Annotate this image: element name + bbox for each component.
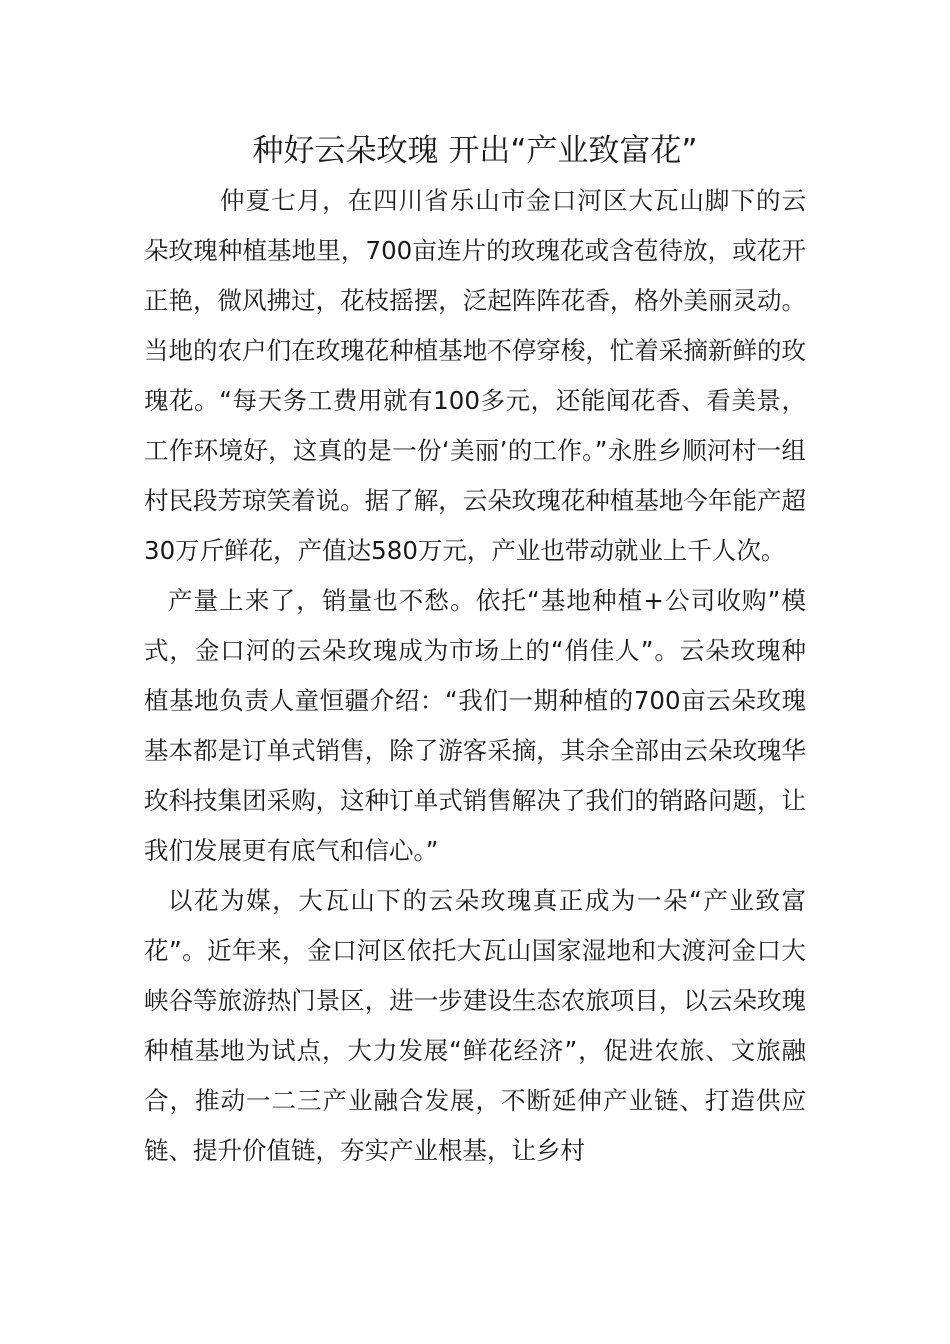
paragraph-2: 产量上来了，销量也不愁。依托“基地种植+公司收购”模式，金口河的云朵玫瑰成为市场上的“俏佳人”。云朵玫瑰种植基地负责人童恒疆介绍：“我们一期种植的700亩云朵玫瑰基本都是订单式销售，除了游客采摘，其余全部由云朵玫瑰华玫科技集团采购，这种订单式销售解决了我们的销路问题，让我们发展更有底气和信心。” xyxy=(144,586,806,865)
paragraph-1: 仲夏七月，在四川省乐山市金口河区大瓦山脚下的云朵玫瑰种植基地里，700亩连片的玫瑰花或含苞待放，或花开正艳，微风拂过，花枝摇摆，泛起阵阵花香，格外美丽灵动。当地的农户们在玫瑰花种植基地不停穿梭，忙着采摘新鲜的玫瑰花。“每天务工费用就有100多元，还能闻花香、看美景，工作环境好，这真的是一份‘美丽’的工作。”永胜乡顺河村一组村民段芳琼笑着说。据了解，云朵玫瑰花种植基地今年能产超30万斤鲜花，产值达580万元，产业也带动就业上千人次。 xyxy=(144,186,806,565)
paragraph-3: 以花为媒，大瓦山下的云朵玫瑰真正成为一朵“产业致富花”。近年来，金口河区依托大瓦山国家湿地和大渡河金口大峡谷等旅游热门景区，进一步建设生态农旅项目，以云朵玫瑰种植基地为试点，大力发展“鲜花经济”，促进农旅、文旅融合，推动一二三产业融合发展，不断延伸产业链、打造供应链、提升价值链，夯实产业根基，让乡村 xyxy=(144,886,806,1165)
document-title: 种好云朵玫瑰 开出“产业致富花” xyxy=(252,133,698,169)
document-body xyxy=(144,176,806,1176)
